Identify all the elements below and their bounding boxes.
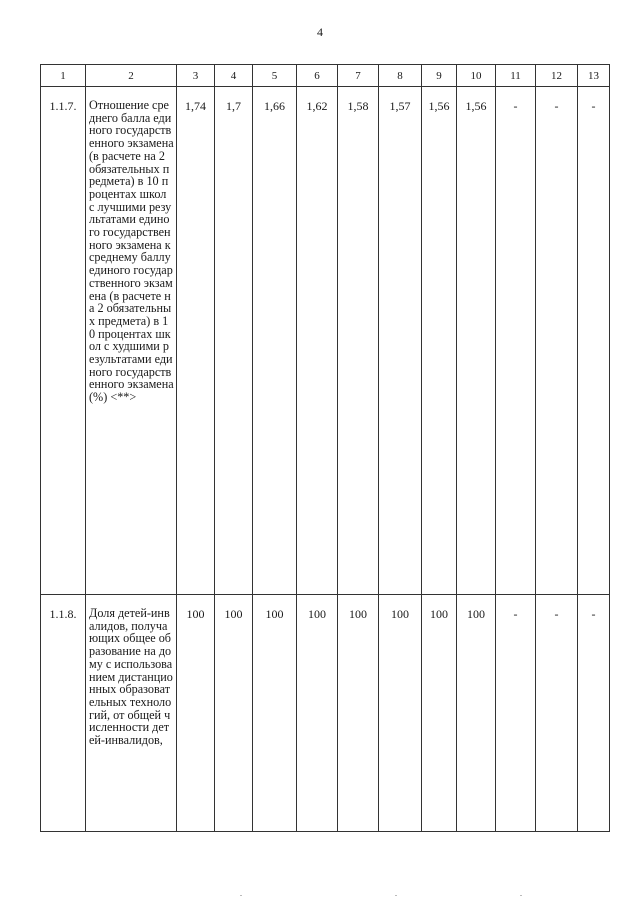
column-header: 2 (86, 65, 177, 87)
column-header: 11 (496, 65, 536, 87)
value-cell: 1,56 (457, 87, 496, 595)
value-cell: 100 (177, 595, 215, 832)
column-header: 4 (215, 65, 253, 87)
column-header: 1 (41, 65, 86, 87)
scan-specks (0, 895, 640, 897)
column-header: 8 (379, 65, 422, 87)
table-row (41, 595, 610, 832)
column-header: 12 (536, 65, 578, 87)
value-cell: 1,66 (253, 87, 297, 595)
value-cell: - (536, 87, 578, 595)
row-description: Доля детей-инвалидов, получающих общее образование на дому с использованием дистанционных образовательных технологий, от общей численности детей-инвалидов, (86, 595, 177, 832)
page-number: 4 (317, 25, 323, 39)
value-cell: - (578, 87, 610, 595)
value-cell: 1,74 (177, 87, 215, 595)
value-cell: - (578, 595, 610, 832)
column-header: 6 (297, 65, 338, 87)
row-description: Отношение среднего балла единого государственного экзамена (в расчете на 2 обязательных предмета) в 10 процентах школ с лучшими результатами единого государственного экзамена к среднему баллу единого государственного экзамена (в расчете на 2 обязательных предмета) в 10 процентах школ с худшими результатами единого государственного экзамена (%) <**> (86, 87, 177, 595)
value-cell: 1,7 (215, 87, 253, 595)
value-cell: 100 (379, 595, 422, 832)
value-cell: 100 (297, 595, 338, 832)
value-cell: - (496, 87, 536, 595)
value-cell: 100 (457, 595, 496, 832)
value-cell: 1,58 (338, 87, 379, 595)
value-cell: 100 (338, 595, 379, 832)
value-cell: - (536, 595, 578, 832)
value-cell: 100 (215, 595, 253, 832)
value-cell: 1,56 (422, 87, 457, 595)
row-code: 1.1.8. (41, 595, 86, 832)
value-cell: 100 (422, 595, 457, 832)
column-header: 9 (422, 65, 457, 87)
column-header: 3 (177, 65, 215, 87)
column-header: 10 (457, 65, 496, 87)
indicators-table (40, 64, 610, 832)
value-cell: 1,57 (379, 87, 422, 595)
value-cell: 100 (253, 595, 297, 832)
table-header-row (41, 65, 610, 87)
column-header: 5 (253, 65, 297, 87)
value-cell: - (496, 595, 536, 832)
column-header: 13 (578, 65, 610, 87)
column-header: 7 (338, 65, 379, 87)
table-row (41, 87, 610, 595)
row-code: 1.1.7. (41, 87, 86, 595)
value-cell: 1,62 (297, 87, 338, 595)
